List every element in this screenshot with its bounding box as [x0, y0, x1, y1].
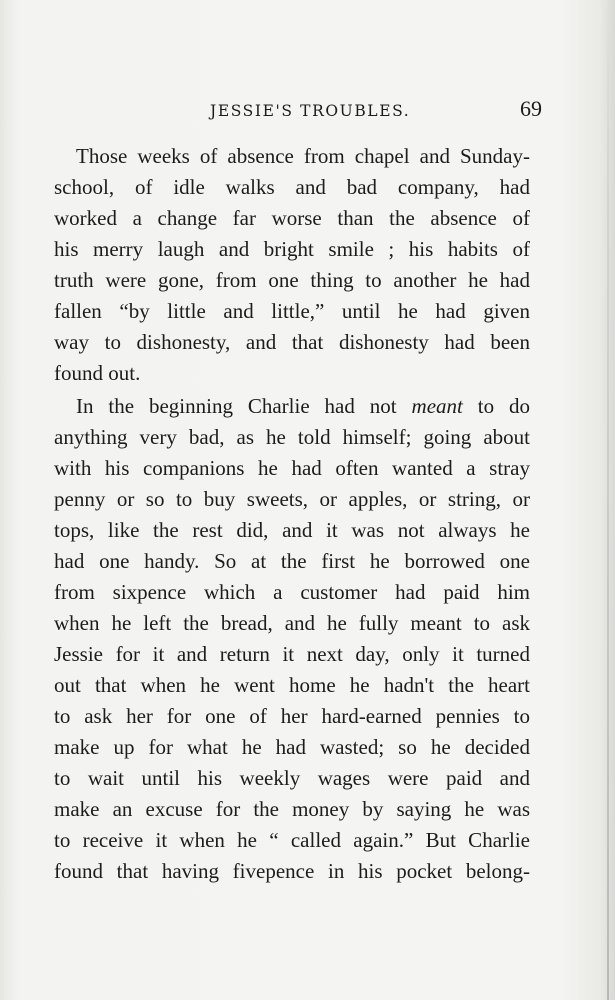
text-line: school, of idle walks and bad company, had [54, 175, 530, 199]
text-line: Jessie for it and return it next day, only it turned [54, 642, 530, 666]
running-head [72, 96, 542, 126]
text-line: to ask her for one of her hard-earned pennies to [54, 704, 530, 728]
text-line: to wait until his weekly wages were paid and [54, 766, 530, 790]
text-line: make an excuse for the money by saying he was [54, 797, 530, 821]
text-line: his merry laugh and bright smile ; his habits of [54, 237, 530, 261]
text-line: fallen “by little and little,” until he had given [54, 299, 530, 323]
text-line: truth were gone, from one thing to another he had [54, 268, 530, 292]
text-line: to receive it when he “ called again.” But Charlie [54, 828, 530, 852]
text-line: way to dishonesty, and that dishonesty had been [54, 330, 530, 354]
emphasis-word: meant [411, 394, 463, 418]
text-line: from sixpence which a customer had paid him [54, 580, 530, 604]
running-title: JESSIE'S TROUBLES. [210, 102, 411, 120]
text-line: anything very bad, as he told himself; going about [54, 425, 530, 449]
text-line: found out. [54, 361, 141, 385]
text-line [54, 391, 530, 422]
page-number: 69 [520, 96, 542, 121]
text-line: when he left the bread, and he fully meant to ask [54, 611, 530, 635]
text-line: Those weeks of absence from chapel and Sunday- [76, 144, 530, 168]
text-run: to do [462, 394, 530, 418]
text-line: out that when he went home he hadn't the heart [54, 673, 530, 697]
text-line: worked a change far worse than the absence of [54, 206, 530, 230]
text-run: In the beginning Charlie had not [76, 394, 412, 418]
text-line: found that having fivepence in his pocket belong- [54, 859, 530, 883]
text-line: had one handy. So at the first he borrowed one [54, 549, 530, 573]
text-line: make up for what he had wasted; so he decided [54, 735, 530, 759]
page-edge-shadow [607, 0, 609, 1000]
text-line: with his companions he had often wanted a stray [54, 456, 530, 480]
text-line: penny or so to buy sweets, or apples, or string, or [54, 487, 530, 511]
body-text [54, 141, 530, 887]
text-line: tops, like the rest did, and it was not always he [54, 518, 530, 542]
